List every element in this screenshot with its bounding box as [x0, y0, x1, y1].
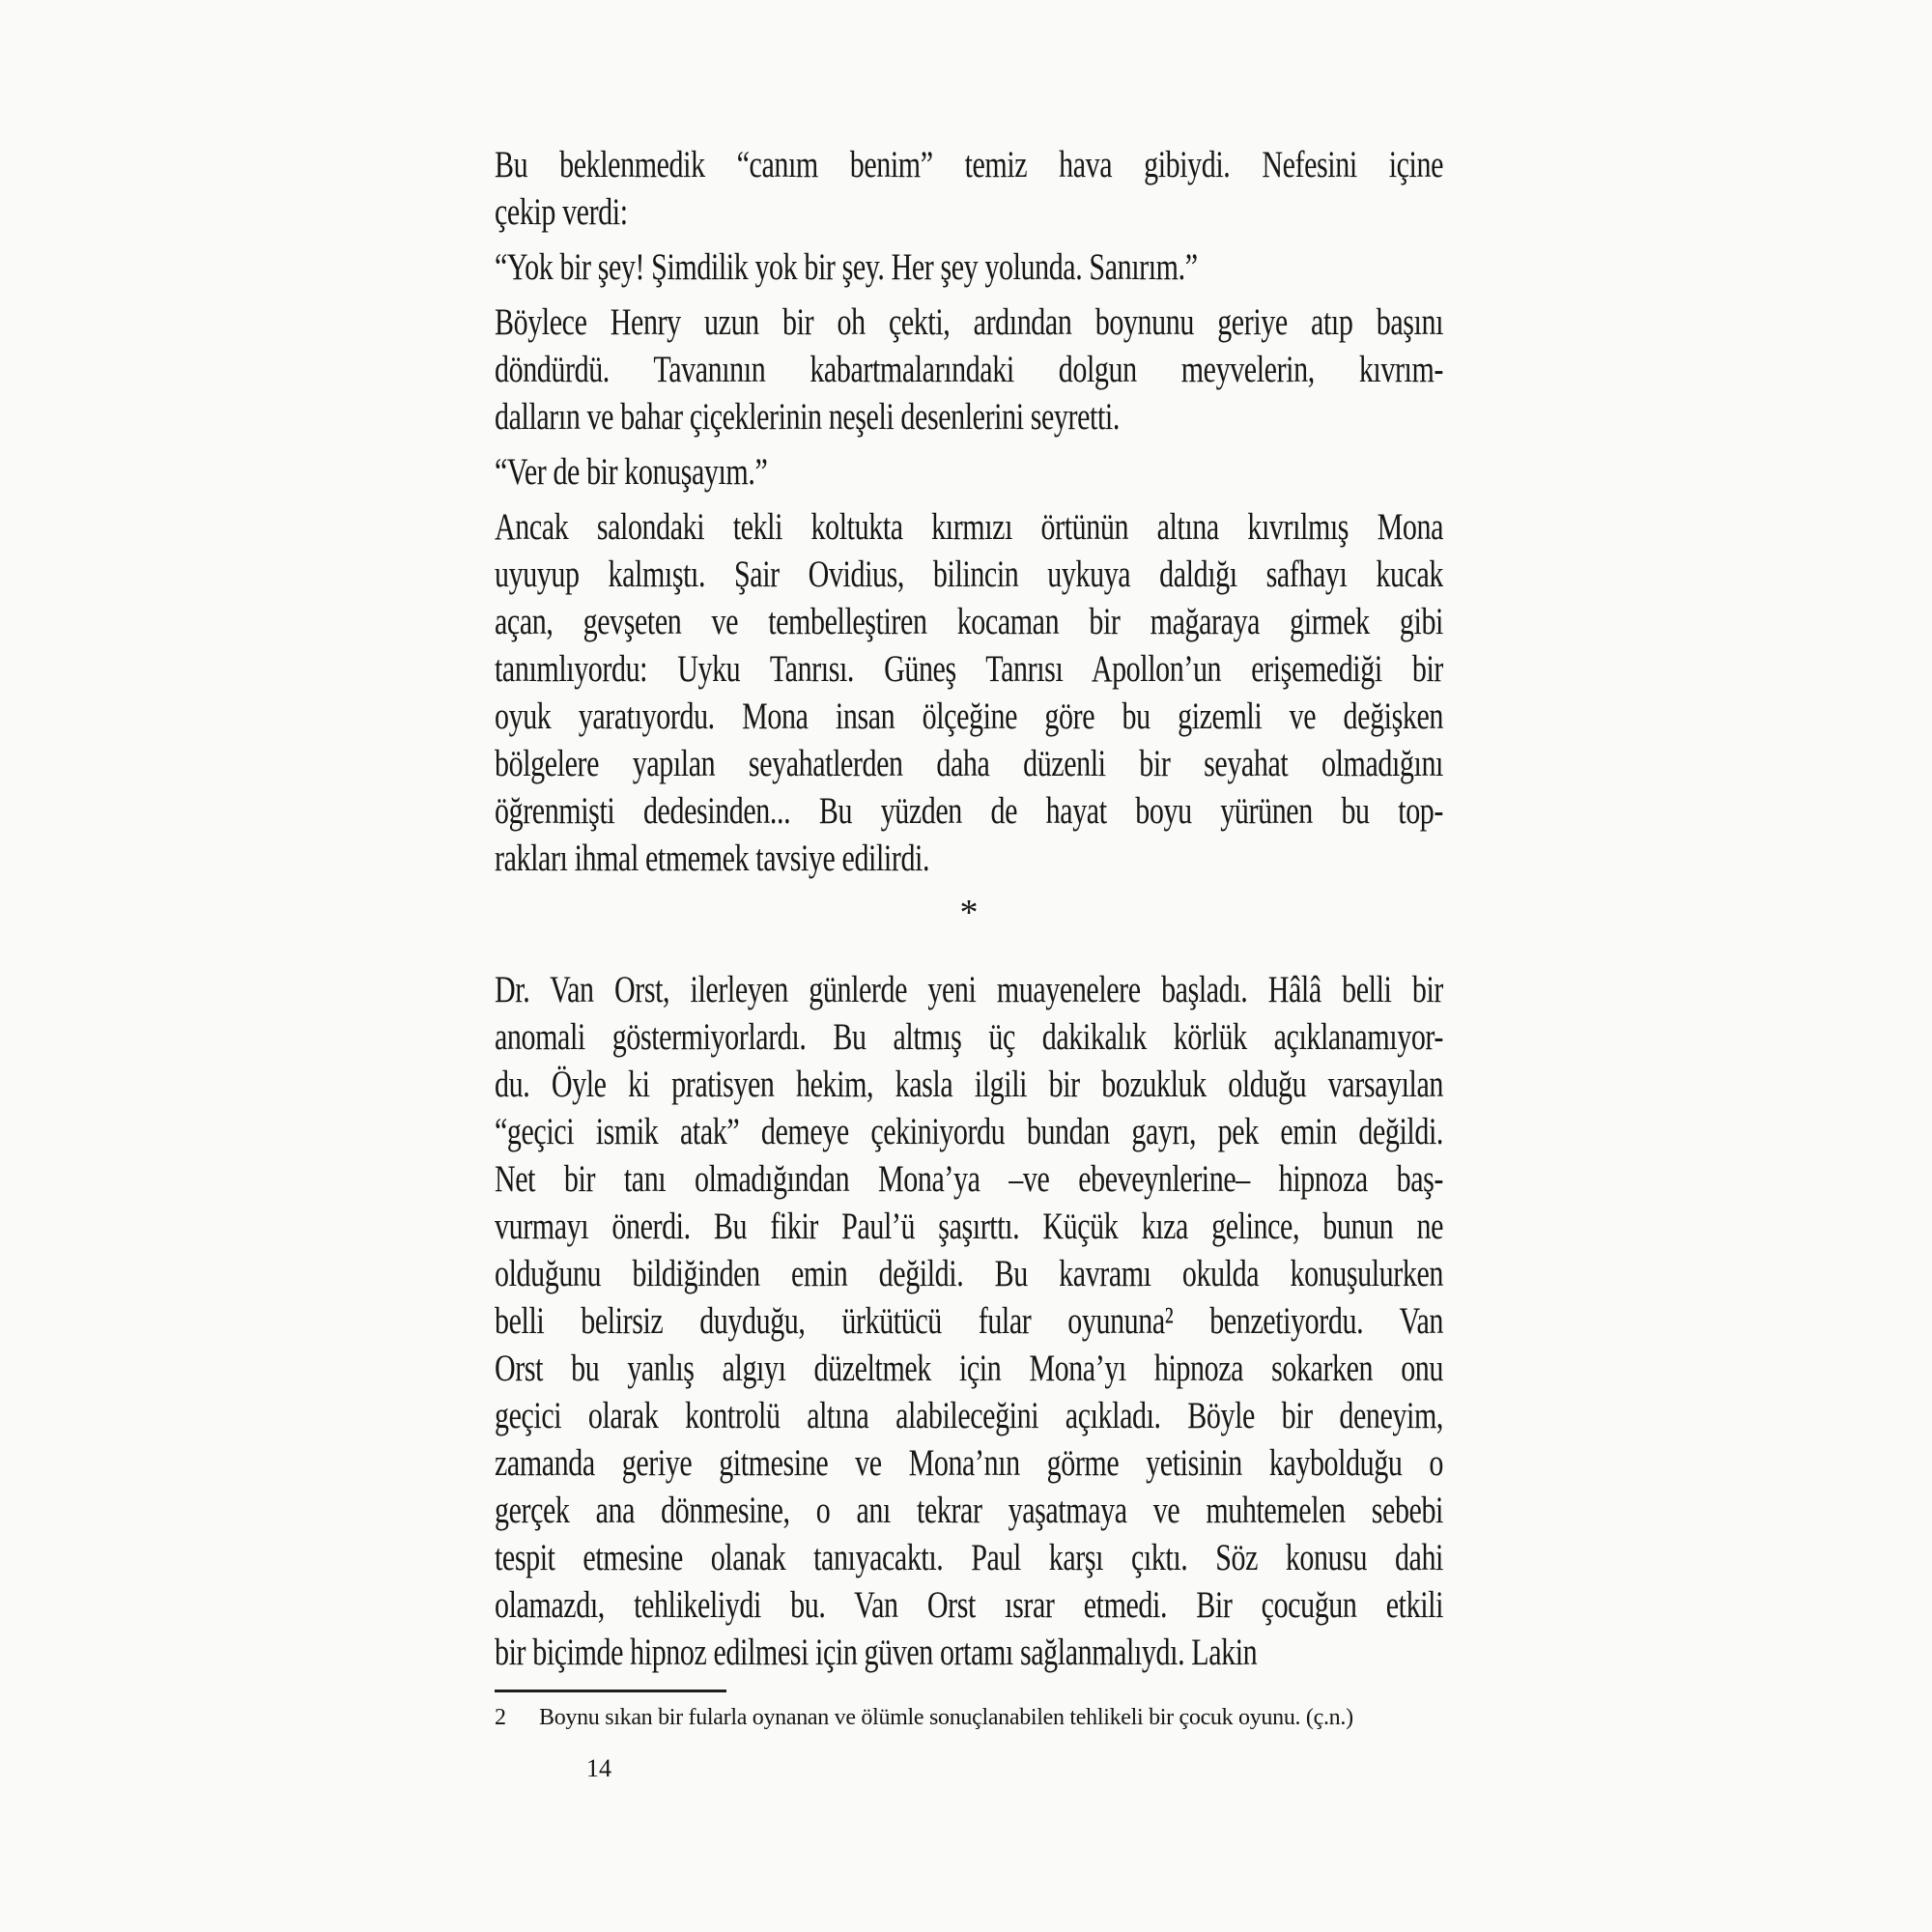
text-line: çekip verdi:	[495, 190, 628, 234]
text-line: uyuyup kalmıştı. Şair Ovidius, bilincin uykuya daldığı safhayı kucak	[495, 553, 1443, 596]
text-line: öğrenmişti dedesinden... Bu yüzden de hayat boyu yürünen bu top-	[495, 789, 1443, 833]
body-section-2	[495, 966, 1443, 1676]
text-line: rakları ihmal etmemek tavsiye edilirdi.	[495, 837, 930, 880]
text-line: olduğunu bildiğinden emin değildi. Bu kavramı okulda konuşulurken	[495, 1252, 1443, 1295]
text-line: belli belirsiz duyduğu, ürkütücü fular oyununa² benzetiyordu. Van	[495, 1299, 1443, 1343]
text-line: Ancak salondaki tekli koltukta kırmızı örtünün altına kıvrılmış Mona	[495, 505, 1443, 549]
text-line: “geçici ismik atak” demeye çekiniyordu bundan gayrı, pek emin değildi.	[495, 1110, 1443, 1153]
paragraph	[495, 141, 1443, 236]
page-number: 14	[586, 1754, 611, 1782]
footnote-marker: 2	[495, 1705, 506, 1730]
text-line: anomali göstermiyorlardı. Bu altmış üç dakikalık körlük açıklanamıyor-	[495, 1015, 1443, 1059]
text-line: oyuk yaratıyordu. Mona insan ölçeğine göre bu gizemli ve değişken	[495, 695, 1443, 738]
text-line: Böylece Henry uzun bir oh çekti, ardından boynunu geriye atıp başını	[495, 300, 1443, 344]
text-line: du. Öyle ki pratisyen hekim, kasla ilgili bir bozukluk olduğu varsayılan	[495, 1063, 1443, 1106]
text-line: “Ver de bir konuşayım.”	[495, 450, 768, 494]
text-line: Bu beklenmedik “canım benim” temiz hava gibiydi. Nefesini içine	[495, 143, 1443, 186]
text-line: vurmayı önerdi. Bu fikir Paul’ü şaşırttı. Küçük kıza gelince, bunun ne	[495, 1205, 1443, 1248]
paragraph	[495, 966, 1443, 1676]
text-line: olamazdı, tehlikeliydi bu. Van Orst ısrar etmedi. Bir çocuğun etkili	[495, 1583, 1443, 1627]
body-text	[495, 141, 1443, 1784]
footnote	[495, 1701, 1443, 1734]
paragraph	[495, 448, 1443, 496]
paragraph	[495, 243, 1443, 291]
text-line: gerçek ana dönmesine, o anı tekrar yaşatmaya ve muhtemelen sebebi	[495, 1489, 1443, 1532]
text-line: Dr. Van Orst, ilerleyen günlerde yeni muayenelere başladı. Hâlâ belli bir	[495, 968, 1443, 1011]
paragraph	[495, 298, 1443, 440]
text-line: açan, gevşeten ve tembelleştiren kocaman bir mağaraya girmek gibi	[495, 600, 1443, 643]
body-section-1	[495, 141, 1443, 882]
section-break-asterisk: *	[959, 893, 979, 933]
text-line: Orst bu yanlış algıyı düzeltmek için Mona’yı hipnoza sokarken onu	[495, 1347, 1443, 1390]
text-line: geçici olarak kontrolü altına alabileceğini açıkladı. Böyle bir deneyim,	[495, 1394, 1443, 1437]
text-line: bir biçimde hipnoz edilmesi için güven ortamı sağlanmalıydı. Lakin	[495, 1631, 1258, 1674]
footnote-text: Boynu sıkan bir fularla oynanan ve ölümle sonuçlanabilen tehlikeli bir çocuk oyunu. (ç.n.)	[539, 1705, 1353, 1730]
text-line: “Yok bir şey! Şimdilik yok bir şey. Her şey yolunda. Sanırım.”	[495, 245, 1198, 289]
text-line: bölgelere yapılan seyahatlerden daha düzenli bir seyahat olmadığını	[495, 742, 1443, 785]
paragraph	[495, 503, 1443, 882]
text-line: tanımlıyordu: Uyku Tanrısı. Güneş Tanrısı Apollon’un erişemediği bir	[495, 647, 1443, 691]
text-line: dalların ve bahar çiçeklerinin neşeli desenlerini seyretti.	[495, 395, 1120, 439]
text-line: Net bir tanı olmadığından Mona’ya –ve ebeveynlerine– hipnoza baş-	[495, 1157, 1443, 1201]
text-line: zamanda geriye gitmesine ve Mona’nın görme yetisinin kaybolduğu o	[495, 1441, 1443, 1485]
text-line: tespit etmesine olanak tanıyacaktı. Paul karşı çıktı. Söz konusu dahi	[495, 1536, 1443, 1579]
text-line: döndürdü. Tavanının kabartmalarındaki dolgun meyvelerin, kıvrım-	[495, 348, 1443, 391]
